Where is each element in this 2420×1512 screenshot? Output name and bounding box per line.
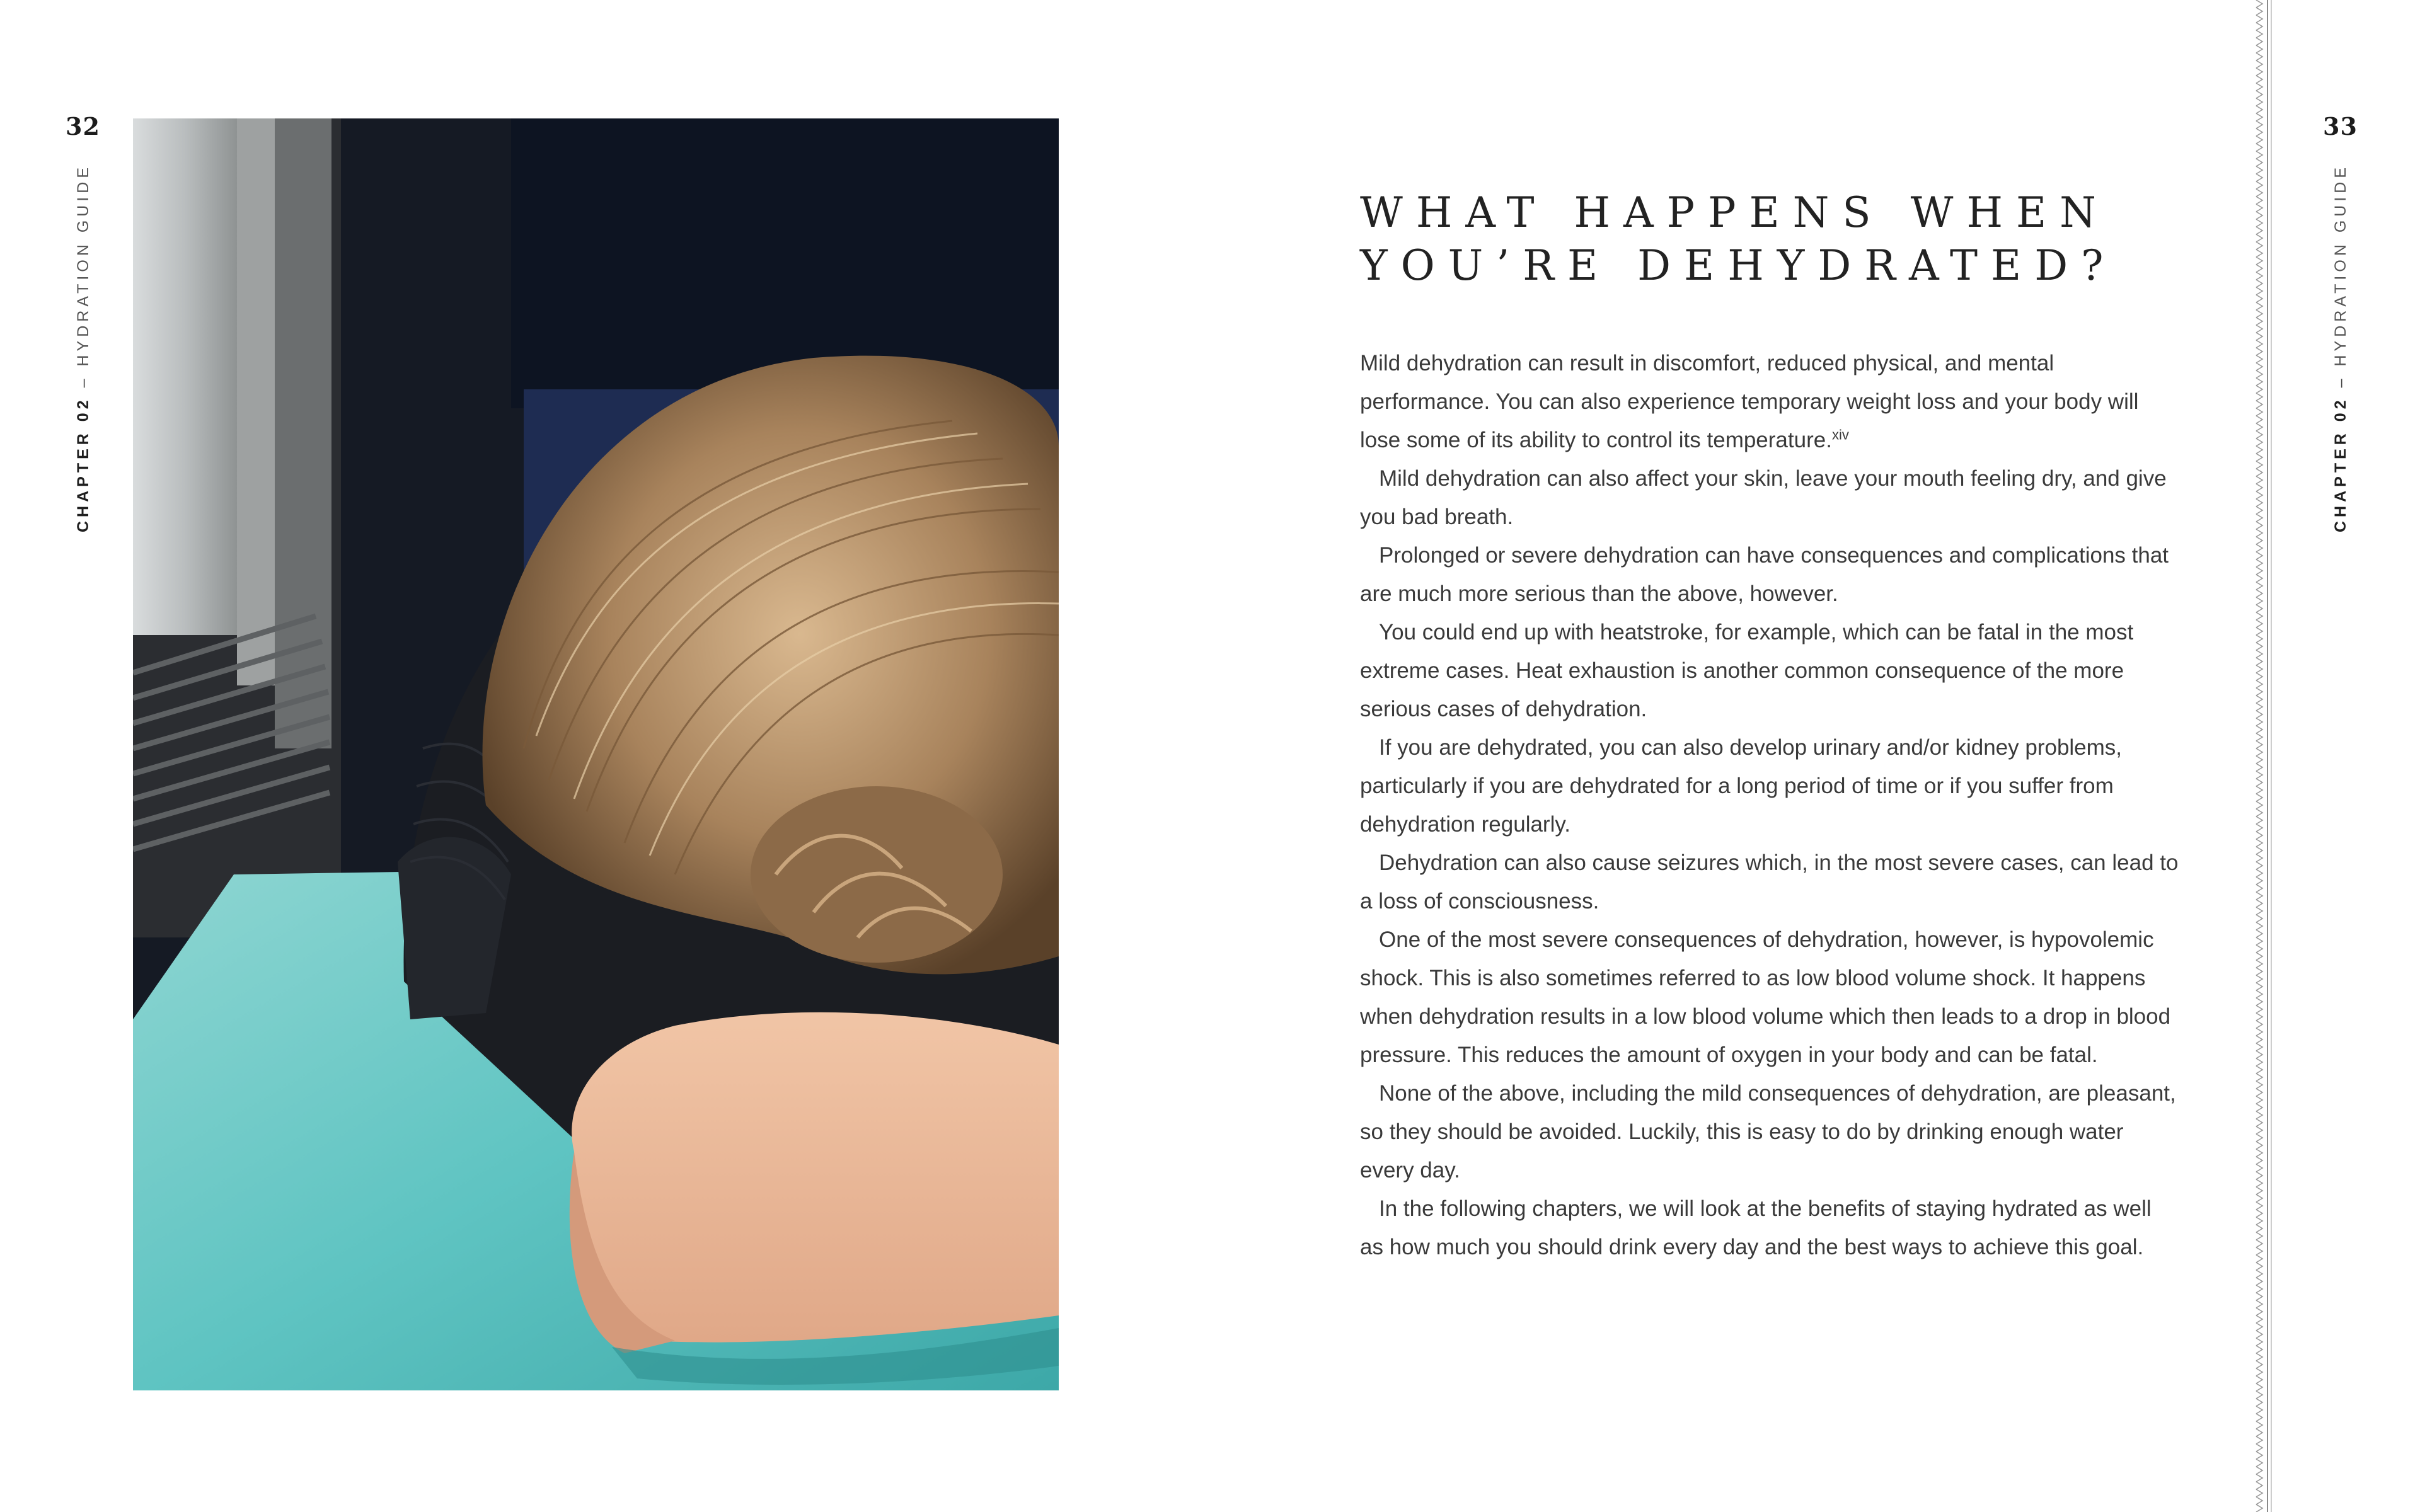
paragraph: [1360, 344, 2179, 459]
paragraph: None of the above, including the mild consequences of dehydration, are pleasant, so they should be avoided. Luckily, this is easy to do by drinking enough water every day.: [1360, 1081, 2176, 1183]
left-running-head-separator: –: [74, 375, 92, 388]
binding-border: [2255, 0, 2280, 1512]
left-page-number: 32: [66, 112, 100, 140]
paragraph: In the following chapters, we will look at the benefits of staying hydrated as well as how much you should drink every day and the best ways to achieve this goal.: [1360, 1196, 2152, 1259]
footnote-marker: xiv: [1831, 427, 1849, 443]
paragraph: One of the most severe consequences of dehydration, however, is hypovolemic shock. This is also sometimes referred to as low blood volume shock. It happens when dehydration results in a low blood volume which then leads to a drop in blood pressure. This reduces the amount of oxygen in your body and can be fatal.: [1360, 927, 2171, 1067]
chapter-photo: [133, 118, 1059, 1390]
left-running-head: [68, 164, 98, 532]
right-running-head-chapter: CHAPTER 02: [2331, 396, 2349, 532]
paragraph: Prolonged or severe dehydration can have consequences and complications that are much more serious than the above, however.: [1360, 543, 2169, 606]
page-title-line: WHAT HAPPENS WHEN: [1360, 188, 2109, 237]
paragraph: Dehydration can also cause seizures which, in the most severe cases, can lead to a loss of consciousness.: [1360, 850, 2179, 914]
right-page-number: 33: [2323, 112, 2358, 140]
paragraph: If you are dehydrated, you can also develop urinary and/or kidney problems, particularly if you are dehydrated for a long period of time or if you suffer from dehydration regularly.: [1360, 735, 2123, 837]
left-running-head-chapter: CHAPTER 02: [74, 396, 92, 532]
paragraph: Mild dehydration can also affect your skin, leave your mouth feeling dry, and give you bad breath.: [1360, 466, 2167, 529]
right-running-head-guide: HYDRATION GUIDE: [2331, 164, 2349, 367]
page-title: [1360, 186, 2198, 292]
page-title-line: YOU’RE DEHYDRATED?: [1360, 241, 2117, 290]
paragraph: You could end up with heatstroke, for example, which can be fatal in the most extreme cases. Heat exhaustion is another common consequence of the more serious cases of dehydration.: [1360, 620, 2134, 721]
right-running-head: [2325, 164, 2356, 532]
paragraph-text: Mild dehydration can result in discomfort, reduced physical, and mental performance. You can also experience temporary weight loss and your body will lose some of its ability to control its temperature.: [1360, 351, 2139, 452]
left-running-head-guide: HYDRATION GUIDE: [74, 164, 92, 367]
right-running-head-separator: –: [2331, 375, 2349, 388]
body-text: [1360, 344, 2179, 1266]
